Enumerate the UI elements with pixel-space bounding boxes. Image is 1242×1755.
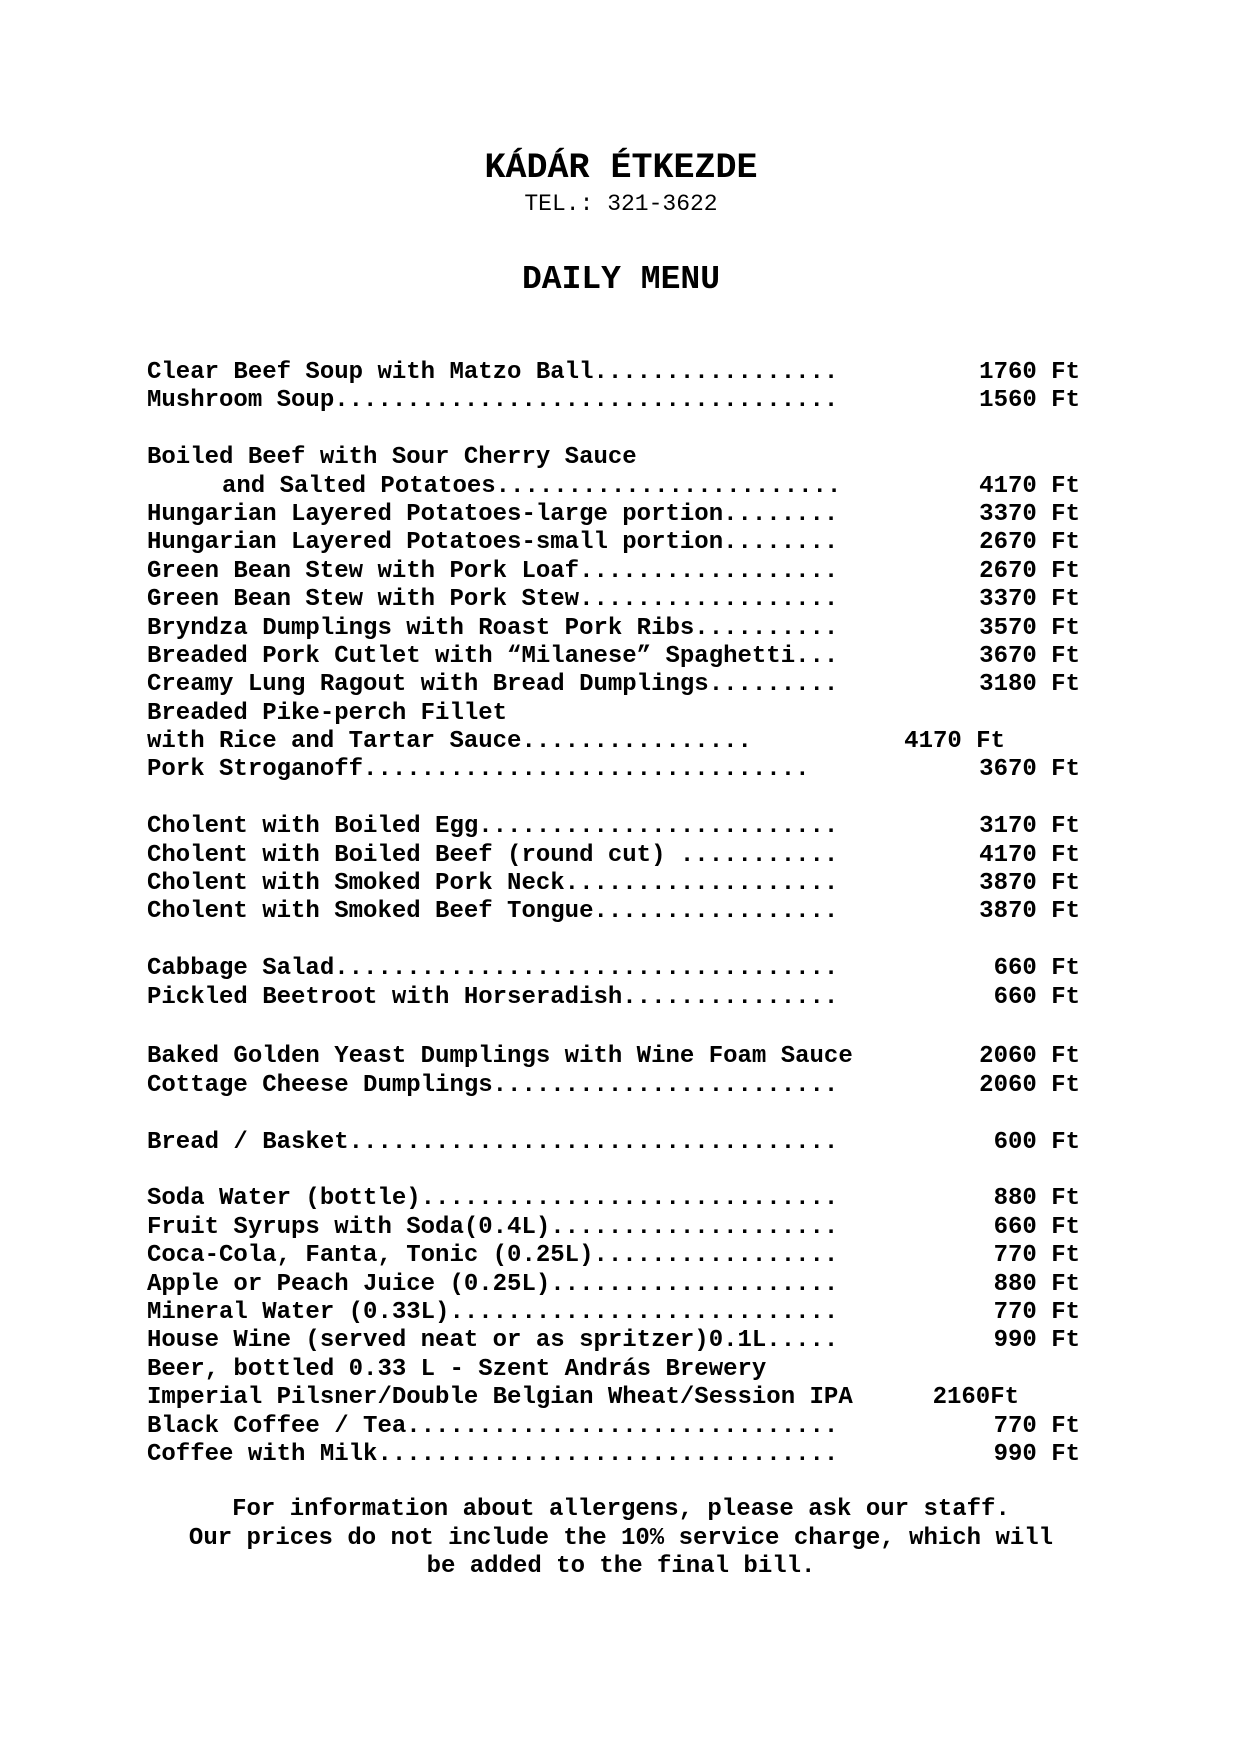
item-price: 770 Ft xyxy=(993,1242,1080,1270)
section-gap xyxy=(147,416,1097,444)
item-price: 2670 Ft xyxy=(979,529,1080,557)
item-name: Breaded Pork Cutlet with “Milanese” Spaghetti... xyxy=(147,642,839,670)
item-price: 3370 Ft xyxy=(979,500,1080,528)
menu-item xyxy=(147,387,1097,415)
item-price: 4170 Ft xyxy=(979,841,1080,869)
menu-item xyxy=(147,1129,1097,1157)
item-price: 3870 Ft xyxy=(979,870,1080,898)
item-name: Coca-Cola, Fanta, Tonic (0.25L)................. xyxy=(147,1242,839,1270)
item-price: 4170 Ft xyxy=(979,472,1080,500)
menu-item xyxy=(147,1185,1097,1213)
item-price: 3670 Ft xyxy=(979,642,1080,670)
item-name: Mushroom Soup................................... xyxy=(147,387,839,415)
item-price: 3180 Ft xyxy=(979,671,1080,699)
item-name: Green Bean Stew with Pork Loaf.................. xyxy=(147,557,839,585)
menu-item xyxy=(147,728,1097,756)
menu-item xyxy=(147,529,1097,557)
section-gap xyxy=(147,1012,1097,1044)
item-price: 1560 Ft xyxy=(979,387,1080,415)
menu-item xyxy=(147,1441,1097,1469)
menu-item xyxy=(147,870,1097,898)
item-name: Beer, bottled 0.33 L - Szent András Brewery xyxy=(147,1355,767,1383)
menu-item xyxy=(147,1242,1097,1270)
menu-list xyxy=(147,359,1097,1469)
item-price: 990 Ft xyxy=(993,1327,1080,1355)
footer-notes xyxy=(0,1496,1242,1582)
item-name: Mineral Water (0.33L)........................... xyxy=(147,1299,839,1326)
section-gap xyxy=(147,927,1097,955)
section-gap xyxy=(147,785,1097,813)
item-name: Pickled Beetroot with Horseradish............... xyxy=(147,983,839,1011)
item-name: Bryndza Dumplings with Roast Pork Ribs.......... xyxy=(147,614,839,642)
menu-item xyxy=(147,1072,1097,1100)
menu-item xyxy=(147,1214,1097,1242)
item-price: 3870 Ft xyxy=(979,898,1080,926)
item-name: and Salted Potatoes........................ xyxy=(222,472,842,500)
item-name: Hungarian Layered Potatoes-large portion........ xyxy=(147,500,839,528)
menu-item-first-line xyxy=(147,700,1097,728)
item-name: Clear Beef Soup with Matzo Ball................. xyxy=(147,359,839,386)
menu-item xyxy=(147,1384,1097,1412)
item-price: 2160Ft xyxy=(932,1384,1019,1412)
item-name: Apple or Peach Juice (0.25L).................... xyxy=(147,1270,839,1298)
item-price: 3170 Ft xyxy=(979,813,1080,841)
allergen-note: For information about allergens, please ask our staff. xyxy=(232,1496,1010,1523)
item-price: 660 Ft xyxy=(993,983,1080,1011)
menu-item xyxy=(147,473,1097,501)
menu-item xyxy=(147,501,1097,529)
menu-item xyxy=(147,615,1097,643)
menu-item xyxy=(147,1327,1097,1355)
item-price: 2060 Ft xyxy=(979,1071,1080,1099)
item-name: Green Bean Stew with Pork Stew.................. xyxy=(147,586,839,614)
item-name: Black Coffee / Tea.............................. xyxy=(147,1412,839,1440)
menu-item xyxy=(147,842,1097,870)
menu-item xyxy=(147,671,1097,699)
item-price: 4170 Ft xyxy=(904,728,1005,756)
menu-item xyxy=(147,558,1097,586)
section-gap xyxy=(147,1100,1097,1128)
item-price: 2670 Ft xyxy=(979,557,1080,585)
service-charge-note: Our prices do not include the 10% service charge, which will xyxy=(188,1524,1054,1552)
item-price: 3370 Ft xyxy=(979,586,1080,614)
item-name: Cholent with Smoked Pork Neck................... xyxy=(147,870,839,898)
item-price: 600 Ft xyxy=(993,1128,1080,1156)
item-name: Creamy Lung Ragout with Bread Dumplings......... xyxy=(147,671,839,699)
menu-item xyxy=(147,586,1097,614)
item-name: Baked Golden Yeast Dumplings with Wine Foam Sauce xyxy=(147,1043,853,1071)
section-gap xyxy=(147,1157,1097,1185)
item-price: 770 Ft xyxy=(993,1412,1080,1440)
menu-item xyxy=(147,643,1097,671)
menu-item xyxy=(147,1271,1097,1299)
item-name: Hungarian Layered Potatoes-small portion........ xyxy=(147,529,839,557)
daily-menu-heading: DAILY MENU xyxy=(521,261,721,298)
menu-item xyxy=(147,984,1097,1012)
item-name: House Wine (served neat or as spritzer)0.1L..... xyxy=(147,1327,839,1355)
item-name: Boiled Beef with Sour Cherry Sauce xyxy=(147,444,637,472)
menu-item-first-line xyxy=(147,444,1097,472)
item-price: 660 Ft xyxy=(993,955,1080,983)
restaurant-title: KÁDÁR ÉTKEZDE xyxy=(484,148,758,188)
item-name: Soda Water (bottle)............................. xyxy=(147,1185,839,1213)
item-name: Cholent with Boiled Beef (round cut) ........... xyxy=(147,841,839,869)
menu-item xyxy=(147,1043,1097,1071)
menu-item-first-line xyxy=(147,1356,1097,1384)
item-price: 3570 Ft xyxy=(979,614,1080,642)
item-name: Coffee with Milk................................ xyxy=(147,1440,839,1468)
menu-item xyxy=(147,1413,1097,1441)
menu-item xyxy=(147,359,1097,387)
item-price: 1760 Ft xyxy=(979,359,1080,386)
item-price: 660 Ft xyxy=(993,1213,1080,1241)
item-name: Fruit Syrups with Soda(0.4L).................... xyxy=(147,1213,839,1241)
item-name: Breaded Pike-perch Fillet xyxy=(147,699,508,727)
item-name: Bread / Basket.................................. xyxy=(147,1128,839,1156)
item-price: 2060 Ft xyxy=(979,1043,1080,1071)
item-price: 880 Ft xyxy=(993,1270,1080,1298)
item-name: Imperial Pilsner/Double Belgian Wheat/Session IPA xyxy=(147,1384,853,1412)
item-name: Cholent with Boiled Egg......................... xyxy=(147,813,839,841)
item-name: Pork Stroganoff............................... xyxy=(147,756,810,784)
menu-item xyxy=(147,813,1097,841)
item-price: 880 Ft xyxy=(993,1185,1080,1213)
menu-item xyxy=(147,898,1097,926)
menu-item xyxy=(147,756,1097,784)
item-price: 990 Ft xyxy=(993,1440,1080,1468)
telephone-number: TEL.: 321-3622 xyxy=(524,191,718,217)
item-price: 3670 Ft xyxy=(979,756,1080,784)
menu-item xyxy=(147,955,1097,983)
item-name: Cabbage Salad................................... xyxy=(147,955,839,983)
menu-item xyxy=(147,1299,1097,1327)
item-name: Cholent with Smoked Beef Tongue................. xyxy=(147,898,839,926)
item-price: 770 Ft xyxy=(993,1299,1080,1326)
item-name: with Rice and Tartar Sauce................ xyxy=(147,728,752,756)
item-name: Cottage Cheese Dumplings........................ xyxy=(147,1071,839,1099)
service-charge-note-continued: be added to the final bill. xyxy=(426,1553,816,1580)
